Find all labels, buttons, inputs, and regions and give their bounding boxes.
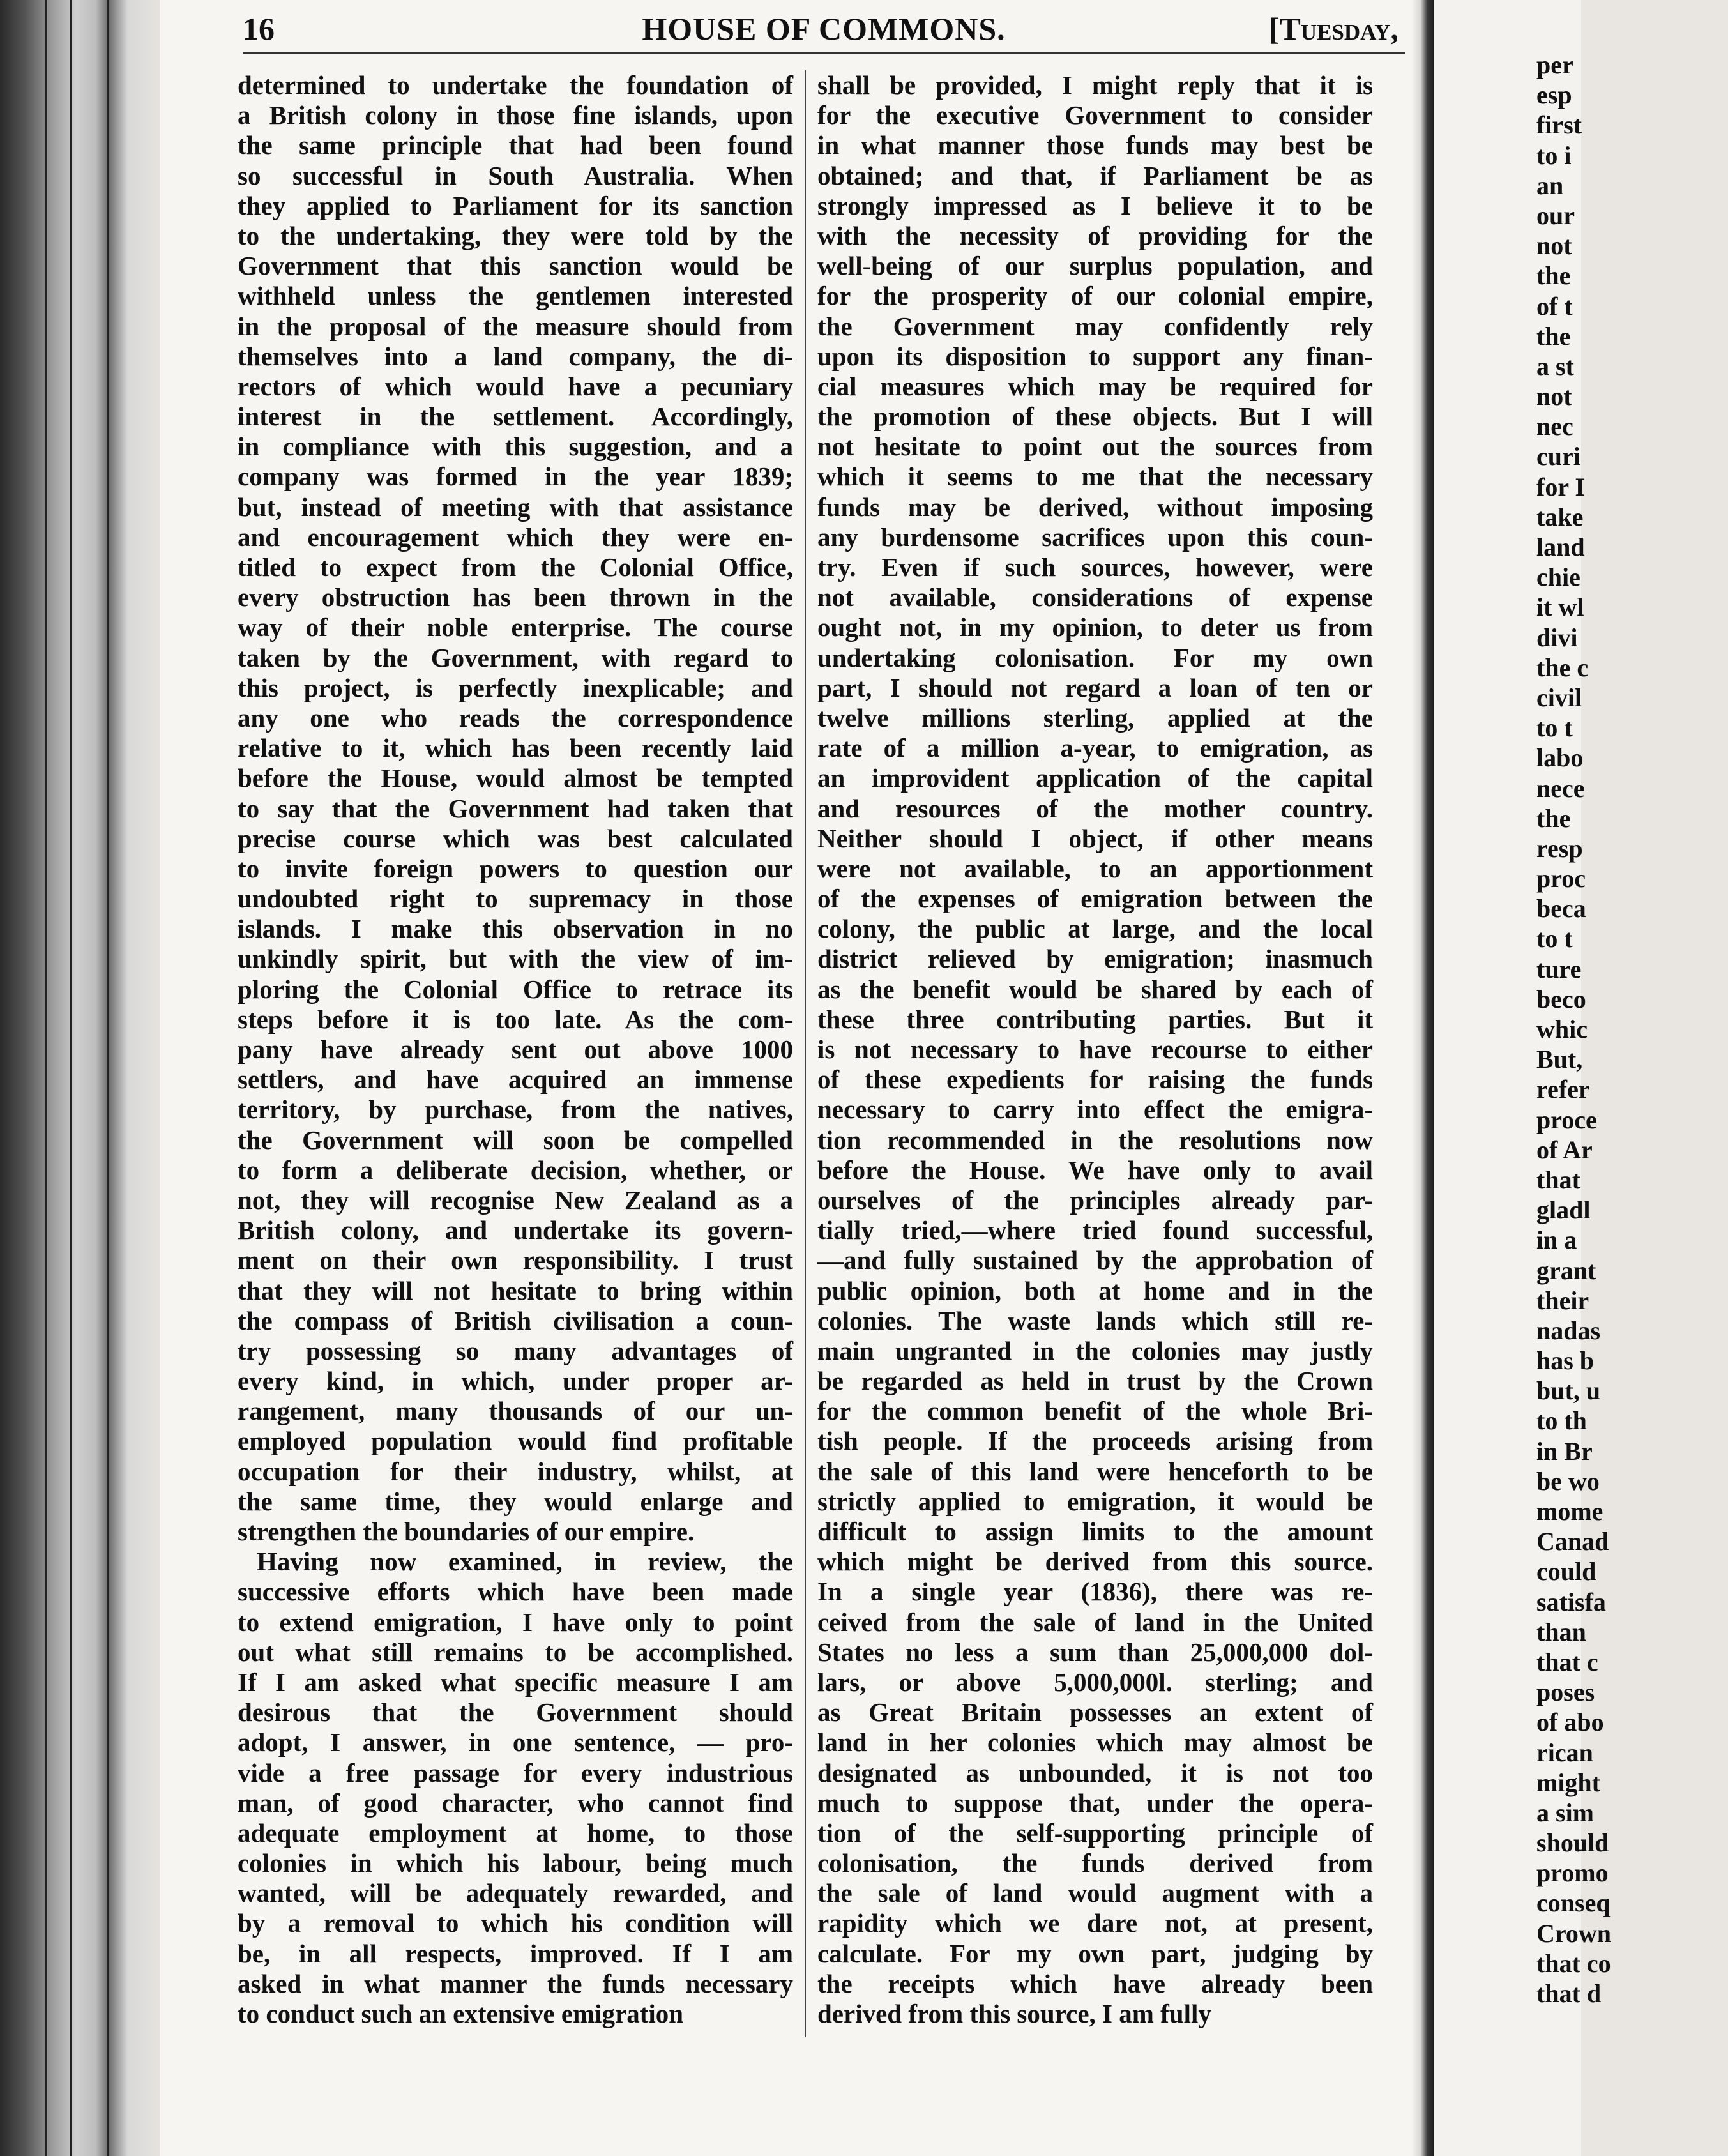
text-line: colony, the public at large, and the local — [817, 914, 1373, 944]
text-line: they applied to Parliament for its sanction — [238, 190, 793, 220]
text-line: for the executive Government to consider — [817, 100, 1373, 130]
text-line: twelve millions sterling, applied at the — [817, 702, 1373, 733]
fragment-line: the — [1536, 321, 1571, 351]
running-head: [Tuesday, — [1268, 11, 1398, 47]
text-line: man, of good character, who cannot find — [238, 1788, 793, 1818]
fragment-line: whic — [1536, 1015, 1588, 1044]
fragment-line: gladl — [1536, 1196, 1591, 1225]
fragment-line: first — [1536, 110, 1582, 140]
fragment-line: chie — [1536, 563, 1580, 592]
text-line: the Government may confidently rely — [817, 311, 1373, 341]
fragment-line: nadas — [1536, 1316, 1601, 1345]
text-line: main ungranted in the colonies may justly — [817, 1335, 1373, 1365]
text-line: which it seems to me that the necessary — [817, 462, 1373, 492]
text-line: a British colony in those fine islands, upon — [238, 100, 793, 130]
text-line: wanted, will be adequately rewarded, and — [238, 1878, 793, 1908]
text-line: which might be derived from this source. — [817, 1547, 1373, 1577]
gutter-line — [107, 0, 109, 2156]
fragment-line: take — [1536, 502, 1584, 531]
text-line: —and fully sustained by the approbation of — [817, 1245, 1373, 1275]
text-line: cial measures which may be required for — [817, 371, 1373, 401]
fragment-line: But, — [1536, 1045, 1583, 1074]
text-line: not available, considerations of expense — [817, 582, 1373, 612]
fragment-line: promo — [1536, 1858, 1609, 1888]
text-line: were not available, to an apportionment — [817, 853, 1373, 883]
page — [160, 0, 1411, 2156]
text-line: any burdensome sacrifices upon this coun- — [817, 522, 1373, 552]
fragment-line: the — [1536, 261, 1571, 291]
text-line: unkindly spirit, but with the view of im- — [238, 944, 793, 974]
next-page-fragments — [1536, 50, 1728, 2008]
text-line: undoubted right to supremacy in those — [238, 884, 793, 914]
fragment-line: a sim — [1536, 1798, 1594, 1827]
text-line: Neither should I object, if other means — [817, 823, 1373, 853]
fragment-line: our — [1536, 201, 1575, 230]
fragment-line: that co — [1536, 1948, 1611, 1978]
text-line: desirous that the Government should — [238, 1697, 793, 1727]
page-title: HOUSE OF COMMONS. — [642, 11, 1006, 47]
fragment-line: to t — [1536, 924, 1573, 953]
text-line: to say that the Government had taken that — [238, 793, 793, 823]
text-line: in compliance with this suggestion, and a — [238, 432, 793, 462]
text-line: be regarded as held in trust by the Crown — [817, 1366, 1373, 1396]
fragment-line: in a — [1536, 1226, 1577, 1255]
fragment-line: nece — [1536, 773, 1585, 803]
text-line: difficult to assign limits to the amount — [817, 1517, 1373, 1546]
text-line: the same principle that had been found — [238, 130, 793, 160]
text-line: an improvident application of the capital — [817, 763, 1373, 793]
text-line: tially tried,—where tried found successful, — [817, 1215, 1373, 1245]
text-line: lars, or above 5,000,000l. sterling; and — [817, 1667, 1373, 1697]
fragment-line: the c — [1536, 653, 1589, 682]
fragment-line: but, u — [1536, 1376, 1601, 1406]
fragment-line: to t — [1536, 713, 1573, 743]
text-line: that they will not hesitate to bring within — [238, 1275, 793, 1305]
text-line: every kind, in which, under proper ar- — [238, 1366, 793, 1396]
text-line: necessary to carry into effect the emigra- — [817, 1095, 1373, 1125]
text-line: before the House. We have only to avail — [817, 1155, 1373, 1185]
text-line: but, instead of meeting with that assistance — [238, 492, 793, 522]
text-line: rangement, many thousands of our un- — [238, 1396, 793, 1426]
text-line: the promotion of these objects. But I will — [817, 402, 1373, 432]
text-line: out what still remains to be accomplished. — [238, 1637, 793, 1667]
text-line: settlers, and have acquired an immense — [238, 1065, 793, 1095]
text-line: not, they will recognise New Zealand as a — [238, 1185, 793, 1215]
text-line: as the benefit would be shared by each of — [817, 974, 1373, 1004]
fragment-line: per — [1536, 50, 1573, 79]
text-line: to conduct such an extensive emigration — [238, 1999, 684, 2028]
text-line: ourselves of the principles already par- — [817, 1185, 1373, 1215]
fragment-line: than — [1536, 1617, 1586, 1646]
column-divider — [805, 70, 806, 2037]
fragment-line: ture — [1536, 954, 1582, 983]
text-line: vide a free passage for every industrious — [238, 1757, 793, 1788]
text-line: If I am asked what specific measure I am — [238, 1667, 793, 1697]
fragment-line: proc — [1536, 864, 1586, 893]
fragment-line: could — [1536, 1557, 1596, 1586]
text-line: employed population would find profitable — [238, 1426, 793, 1456]
fragment-line: to th — [1536, 1406, 1587, 1436]
text-line: calculate. For my own part, judging by — [817, 1938, 1373, 1968]
text-line: try possessing so many advantages of — [238, 1335, 793, 1365]
left-column — [238, 70, 793, 2029]
text-line: interest in the settlement. Accordingly, — [238, 402, 793, 432]
text-line: derived from this source, I am fully — [817, 1999, 1211, 2028]
header-rule — [243, 52, 1405, 54]
text-line: public opinion, both at home and in the — [817, 1275, 1373, 1305]
text-line: occupation for their industry, whilst, at — [238, 1456, 793, 1486]
text-line: shall be provided, I might reply that it is — [817, 70, 1373, 100]
text-line: is not necessary to have recourse to either — [817, 1035, 1373, 1064]
fragment-line: civil — [1536, 683, 1582, 712]
text-line: with the necessity of providing for the — [817, 220, 1373, 250]
fragment-line: for I — [1536, 472, 1585, 501]
book-gutter — [0, 0, 160, 2156]
fragment-line: that d — [1536, 1979, 1602, 2008]
text-line: Having now examined, in review, the — [257, 1547, 793, 1577]
text-line: islands. I make this observation in no — [238, 914, 793, 944]
text-line: designated as unbounded, it is not too — [817, 1757, 1373, 1788]
fragment-line: Canad — [1536, 1527, 1609, 1556]
gutter-line — [70, 0, 72, 2156]
fragment-line: should — [1536, 1828, 1609, 1858]
text-line: to form a deliberate decision, whether, or — [238, 1155, 793, 1185]
text-line: as Great Britain possesses an extent of — [817, 1697, 1373, 1727]
fragment-line: of Ar — [1536, 1135, 1593, 1164]
text-line: titled to expect from the Colonial Office, — [238, 552, 793, 582]
text-line: the receipts which have already been — [817, 1968, 1373, 1998]
text-line: strongly impressed as I believe it to be — [817, 190, 1373, 220]
text-line: of these expedients for raising the funds — [817, 1065, 1373, 1095]
fragment-line: divi — [1536, 623, 1578, 652]
fragment-line: in Br — [1536, 1436, 1593, 1466]
text-line: every obstruction has been thrown in the — [238, 582, 793, 612]
text-line: upon its disposition to support any finan- — [817, 341, 1373, 371]
text-line: strictly applied to emigration, it would be — [817, 1486, 1373, 1516]
text-line: States no less a sum than 25,000,000 dol- — [817, 1637, 1373, 1667]
fragment-line: a st — [1536, 351, 1574, 381]
text-line: obtained; and that, if Parliament be as — [817, 160, 1373, 190]
fragment-line: rican — [1536, 1738, 1593, 1767]
text-line: any one who reads the correspondence — [238, 702, 793, 733]
text-line: to invite foreign powers to question our — [238, 853, 793, 883]
fragment-line: refer — [1536, 1075, 1590, 1104]
text-line: the compass of British civilisation a coun- — [238, 1305, 793, 1335]
text-line: Government that this sanction would be — [238, 251, 793, 281]
text-line: tion recommended in the resolutions now — [817, 1125, 1373, 1155]
fragment-line: to i — [1536, 140, 1572, 170]
fragment-line: beca — [1536, 894, 1586, 923]
text-line: British colony, and undertake its govern- — [238, 1215, 793, 1245]
text-line: part, I should not regard a loan of ten or — [817, 672, 1373, 702]
fragment-line: resp — [1536, 833, 1583, 863]
text-line: to extend emigration, I have only to point — [238, 1607, 793, 1637]
fragment-line: an — [1536, 171, 1564, 200]
text-line: and encouragement which they were en- — [238, 522, 793, 552]
text-line: in what manner those funds may best be — [817, 130, 1373, 160]
fragment-line: not — [1536, 382, 1572, 411]
fragment-line: that — [1536, 1165, 1580, 1194]
fragment-line: conseq — [1536, 1888, 1611, 1918]
text-line: not hesitate to point out the sources from — [817, 432, 1373, 462]
text-line: adopt, I answer, in one sentence, — pro- — [238, 1727, 793, 1757]
fragment-line: proce — [1536, 1105, 1597, 1134]
text-line: this project, is perfectly inexplicable; and — [238, 672, 793, 702]
text-line: much to suppose that, under the opera- — [817, 1788, 1373, 1818]
text-line: colonies. The waste lands which still re- — [817, 1305, 1373, 1335]
text-line: themselves into a land company, the di- — [238, 341, 793, 371]
fragment-line: beco — [1536, 984, 1586, 1013]
right-column — [817, 70, 1373, 2029]
fragment-line: poses — [1536, 1678, 1595, 1707]
fragment-line: nec — [1536, 412, 1573, 441]
text-line: successive efforts which have been made — [238, 1577, 793, 1607]
fragment-line: esp — [1536, 80, 1572, 110]
fragment-line: labo — [1536, 743, 1584, 773]
page-header — [236, 8, 1411, 52]
fragment-line: that c — [1536, 1647, 1598, 1676]
text-line: undertaking colonisation. For my own — [817, 642, 1373, 672]
text-line: taken by the Government, with regard to — [238, 642, 793, 672]
fragment-line: mome — [1536, 1497, 1603, 1526]
fragment-line: curi — [1536, 442, 1580, 471]
text-line: adequate employment at home, to those — [238, 1818, 793, 1848]
text-line: these three contributing parties. But it — [817, 1004, 1373, 1034]
fragment-line: the — [1536, 803, 1571, 833]
fragment-line: their — [1536, 1286, 1589, 1315]
text-line: tion of the self-supporting principle of — [817, 1818, 1373, 1848]
text-line: try. Even if such sources, however, were — [817, 552, 1373, 582]
text-line: and resources of the mother country. — [817, 793, 1373, 823]
text-line: steps before it is too late. As the com- — [238, 1004, 793, 1034]
text-line: be, in all respects, improved. If I am — [238, 1938, 793, 1968]
text-line: so successful in South Australia. When — [238, 160, 793, 190]
fragment-line: of t — [1536, 291, 1573, 321]
text-line: to the undertaking, they were told by the — [238, 220, 793, 250]
text-line: ought not, in my opinion, to deter us from — [817, 612, 1373, 642]
text-line: district relieved by emigration; inasmuch — [817, 944, 1373, 974]
fragment-line: of abo — [1536, 1708, 1604, 1737]
text-line: the same time, they would enlarge and — [238, 1486, 793, 1516]
fragment-line: grant — [1536, 1256, 1596, 1285]
text-line: pany have already sent out above 1000 — [238, 1035, 793, 1064]
text-line: territory, by purchase, from the natives, — [238, 1095, 793, 1125]
fragment-line: has b — [1536, 1346, 1595, 1376]
text-line: rectors of which would have a pecuniary — [238, 371, 793, 401]
text-line: in the proposal of the measure should from — [238, 311, 793, 341]
fragment-line: might — [1536, 1768, 1600, 1797]
text-line: ment on their own responsibility. I trust — [238, 1245, 793, 1275]
text-line: by a removal to which his condition will — [238, 1908, 793, 1938]
text-line: the Government will soon be compelled — [238, 1125, 793, 1155]
fragment-line: not — [1536, 231, 1572, 261]
text-line: colonies in which his labour, being much — [238, 1848, 793, 1878]
text-line: precise course which was best calculated — [238, 823, 793, 853]
text-line: for the prosperity of our colonial empire, — [817, 281, 1373, 311]
text-line: rate of a million a-year, to emigration, as — [817, 733, 1373, 763]
text-line: asked in what manner the funds necessary — [238, 1968, 793, 1998]
text-line: determined to undertake the foundation of — [238, 70, 793, 100]
text-line: relative to it, which has been recently laid — [238, 733, 793, 763]
text-line: the sale of land would augment with a — [817, 1878, 1373, 1908]
fragment-line: Crown — [1536, 1918, 1612, 1948]
text-line: rapidity which we dare not, at present, — [817, 1908, 1373, 1938]
page-edge — [1411, 0, 1434, 2156]
text-line: strengthen the boundaries of our empire. — [238, 1517, 695, 1546]
text-line: colonisation, the funds derived from — [817, 1848, 1373, 1878]
text-line: In a single year (1836), there was re- — [817, 1577, 1373, 1607]
text-line: tish people. If the proceeds arising from — [817, 1426, 1373, 1456]
text-line: for the common benefit of the whole Bri- — [817, 1396, 1373, 1426]
text-line: the sale of this land were henceforth to be — [817, 1456, 1373, 1486]
fragment-line: satisfa — [1536, 1587, 1606, 1616]
text-line: ceived from the sale of land in the United — [817, 1607, 1373, 1637]
fragment-line: it wl — [1536, 593, 1584, 622]
text-line: company was formed in the year 1839; — [238, 462, 793, 492]
text-line: way of their noble enterprise. The course — [238, 612, 793, 642]
text-line: before the House, would almost be tempted — [238, 763, 793, 793]
text-line: land in her colonies which may almost be — [817, 1727, 1373, 1757]
text-line: ploring the Colonial Office to retrace its — [238, 974, 793, 1004]
fragment-line: be wo — [1536, 1466, 1600, 1496]
gutter-line — [45, 0, 47, 2156]
page-number: 16 — [243, 11, 275, 47]
text-line: funds may be derived, without imposing — [817, 492, 1373, 522]
text-line: of the expenses of emigration between the — [817, 884, 1373, 914]
fragment-line: land — [1536, 533, 1585, 561]
next-page — [1434, 0, 1612, 2156]
text-line: well-being of our surplus population, and — [817, 251, 1373, 281]
text-line: withheld unless the gentlemen interested — [238, 281, 793, 311]
